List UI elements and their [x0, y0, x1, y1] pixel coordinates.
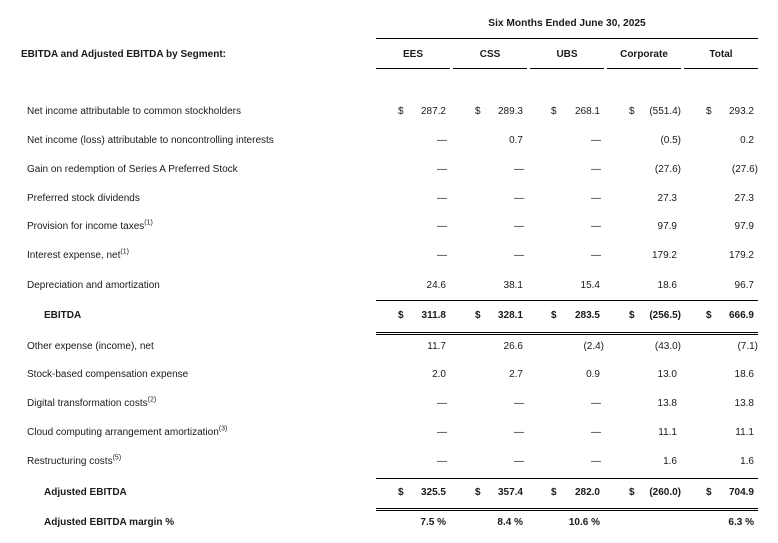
- cell-value: (27.6): [654, 164, 681, 175]
- cell-value: 96.7: [734, 280, 754, 291]
- cell-value: —: [437, 427, 447, 438]
- row-label-text: Adjusted EBITDA margin %: [44, 517, 175, 528]
- cell-value: 287.2: [420, 106, 446, 117]
- cell-value: —: [591, 164, 601, 175]
- header-underline: [684, 68, 758, 69]
- cell-value: —: [591, 456, 601, 467]
- dollar-sign: $: [398, 106, 404, 117]
- dollar-sign: $: [629, 106, 635, 117]
- ebitda-top-rule: [376, 300, 758, 301]
- table-row: [0, 221, 778, 237]
- row-label: [27, 164, 238, 175]
- cell-value: 282.0: [574, 487, 600, 498]
- column-header-ubs: UBS: [556, 49, 578, 60]
- table-row: [0, 456, 778, 472]
- cell-value: 27.3: [657, 193, 677, 204]
- cell-value: —: [437, 135, 447, 146]
- table-row: [0, 193, 778, 209]
- cell-value: 13.8: [657, 398, 677, 409]
- row-label-text: Interest expense, net: [27, 250, 121, 261]
- cell-value: 0.2: [740, 135, 754, 146]
- cell-value: —: [514, 164, 524, 175]
- cell-value: 97.9: [657, 221, 677, 232]
- cell-value: —: [591, 427, 601, 438]
- cell-value: 2.7: [509, 369, 523, 380]
- cell-value: (0.5): [660, 135, 681, 146]
- cell-value: 289.3: [497, 106, 523, 117]
- cell-value: 11.1: [735, 427, 754, 438]
- cell-value: —: [514, 398, 524, 409]
- row-label: [27, 221, 153, 232]
- footnote-marker: (3): [218, 425, 228, 433]
- cell-value: 24.6: [426, 280, 446, 291]
- cell-value: 26.6: [503, 341, 523, 352]
- cell-value: —: [514, 193, 524, 204]
- footnote-marker: (1): [120, 248, 129, 256]
- cell-value: —: [591, 221, 601, 232]
- row-label: [44, 517, 174, 528]
- cell-value: 7.5 %: [420, 517, 446, 528]
- header-underline: [376, 68, 450, 69]
- cell-value: —: [437, 221, 447, 232]
- cell-value: (260.0): [649, 487, 681, 498]
- cell-value: 18.6: [657, 280, 677, 291]
- dollar-sign: $: [551, 106, 557, 117]
- cell-value: 97.9: [734, 221, 754, 232]
- cell-value: —: [591, 193, 601, 204]
- row-label-text: Digital transformation costs: [27, 398, 148, 409]
- table-row: [0, 398, 778, 414]
- column-header-corporate: Corporate: [620, 49, 668, 60]
- table-row: [0, 310, 778, 326]
- period-header: Six Months Ended June 30, 2025: [488, 18, 646, 29]
- cell-value: —: [514, 250, 524, 261]
- cell-value: 1.6: [740, 456, 754, 467]
- column-header-ees: EES: [402, 49, 423, 60]
- cell-value: 38.1: [503, 280, 523, 291]
- row-label: [27, 280, 160, 291]
- dollar-sign: $: [629, 487, 635, 498]
- cell-value: 328.1: [497, 310, 523, 321]
- adjusted-ebitda-top-rule: [376, 478, 758, 479]
- cell-value: —: [514, 427, 524, 438]
- table-row: [0, 250, 778, 266]
- cell-value: (27.6): [731, 164, 758, 175]
- cell-value: (7.1): [737, 341, 758, 352]
- cell-value: 18.6: [734, 369, 754, 380]
- dollar-sign: $: [706, 106, 712, 117]
- column-header-css: CSS: [479, 49, 501, 60]
- table-row: [0, 341, 778, 357]
- row-label-text: Stock-based compensation expense: [27, 369, 189, 380]
- row-label-text: Adjusted EBITDA: [44, 487, 127, 498]
- row-label: [27, 250, 129, 261]
- cell-value: (43.0): [654, 341, 681, 352]
- header-underline: [607, 68, 681, 69]
- cell-value: 293.2: [728, 106, 754, 117]
- row-label: [27, 341, 154, 352]
- table-row: [0, 106, 778, 122]
- cell-value: (551.4): [649, 106, 681, 117]
- dollar-sign: $: [706, 487, 712, 498]
- dollar-sign: $: [475, 487, 481, 498]
- dollar-sign: $: [475, 106, 481, 117]
- header-underline: [530, 68, 604, 69]
- cell-value: 8.4 %: [497, 517, 523, 528]
- row-label-text: Net income (loss) attributable to noncontrolling interests: [27, 135, 274, 146]
- cell-value: 283.5: [574, 310, 600, 321]
- row-label: [44, 487, 127, 498]
- cell-value: —: [437, 193, 447, 204]
- cell-value: —: [437, 398, 447, 409]
- cell-value: —: [591, 398, 601, 409]
- cell-value: —: [591, 135, 601, 146]
- cell-value: 27.3: [734, 193, 754, 204]
- cell-value: —: [514, 221, 524, 232]
- row-label: [44, 310, 81, 321]
- cell-value: 15.4: [580, 280, 600, 291]
- row-label-text: Depreciation and amortization: [27, 280, 160, 291]
- row-label-text: Other expense (income), net: [27, 341, 154, 352]
- cell-value: 1.6: [663, 456, 677, 467]
- table-row: [0, 487, 778, 503]
- row-label-text: Provision for income taxes: [27, 221, 145, 232]
- cell-value: 311.8: [421, 310, 446, 321]
- cell-value: —: [437, 164, 447, 175]
- footnote-marker: (5): [112, 454, 122, 462]
- row-label: [27, 398, 156, 409]
- row-label-text: Net income attributable to common stockholders: [27, 106, 241, 117]
- dollar-sign: $: [551, 487, 557, 498]
- dollar-sign: $: [706, 310, 712, 321]
- cell-value: 704.9: [728, 487, 754, 498]
- cell-value: 13.8: [734, 398, 754, 409]
- table-row: [0, 369, 778, 385]
- cell-value: 179.2: [728, 250, 754, 261]
- cell-value: (2.4): [583, 341, 604, 352]
- dollar-sign: $: [398, 310, 404, 321]
- cell-value: 325.5: [420, 487, 446, 498]
- cell-value: —: [437, 456, 447, 467]
- dollar-sign: $: [398, 487, 404, 498]
- row-label: [27, 456, 121, 467]
- footnote-marker: (2): [147, 396, 157, 404]
- adjusted-ebitda-bottom-rule: [376, 508, 758, 509]
- footnote-marker: (1): [144, 219, 153, 227]
- dollar-sign: $: [551, 310, 557, 321]
- row-label: [27, 427, 227, 438]
- dollar-sign: $: [629, 310, 635, 321]
- table-row: [0, 517, 778, 533]
- row-label-text: EBITDA: [44, 310, 82, 321]
- table-title: EBITDA and Adjusted EBITDA by Segment:: [21, 49, 227, 60]
- cell-value: —: [591, 250, 601, 261]
- cell-value: (256.5): [649, 310, 681, 321]
- row-label: [27, 193, 140, 204]
- table-row: [0, 164, 778, 180]
- cell-value: —: [437, 250, 447, 261]
- cell-value: —: [514, 456, 524, 467]
- table-row: [0, 135, 778, 151]
- ebitda-bottom-rule: [376, 334, 758, 335]
- cell-value: 0.7: [509, 135, 523, 146]
- header-underline: [453, 68, 527, 69]
- row-label-text: Preferred stock dividends: [27, 193, 140, 204]
- row-label-text: Gain on redemption of Series A Preferred Stock: [27, 164, 238, 175]
- cell-value: 11.7: [427, 341, 446, 352]
- cell-value: 0.9: [586, 369, 600, 380]
- row-label: [27, 369, 188, 380]
- table-row: [0, 427, 778, 443]
- cell-value: 11.1: [658, 427, 677, 438]
- dollar-sign: $: [475, 310, 481, 321]
- cell-value: 13.0: [657, 369, 677, 380]
- column-header-total: Total: [709, 49, 733, 60]
- cell-value: 10.6 %: [568, 517, 600, 528]
- row-label-text: Restructuring costs: [27, 456, 113, 467]
- cell-value: 179.2: [651, 250, 677, 261]
- cell-value: 6.3 %: [728, 517, 754, 528]
- row-label: [27, 106, 241, 117]
- row-label-text: Cloud computing arrangement amortization: [27, 427, 219, 438]
- cell-value: 666.9: [728, 310, 754, 321]
- cell-value: 2.0: [432, 369, 446, 380]
- period-underline: [376, 38, 758, 39]
- cell-value: 357.4: [497, 487, 523, 498]
- row-label: [27, 135, 274, 146]
- cell-value: 268.1: [574, 106, 600, 117]
- adjusted-ebitda-bottom-rule: [376, 510, 758, 511]
- table-row: [0, 280, 778, 296]
- ebitda-bottom-rule: [376, 332, 758, 333]
